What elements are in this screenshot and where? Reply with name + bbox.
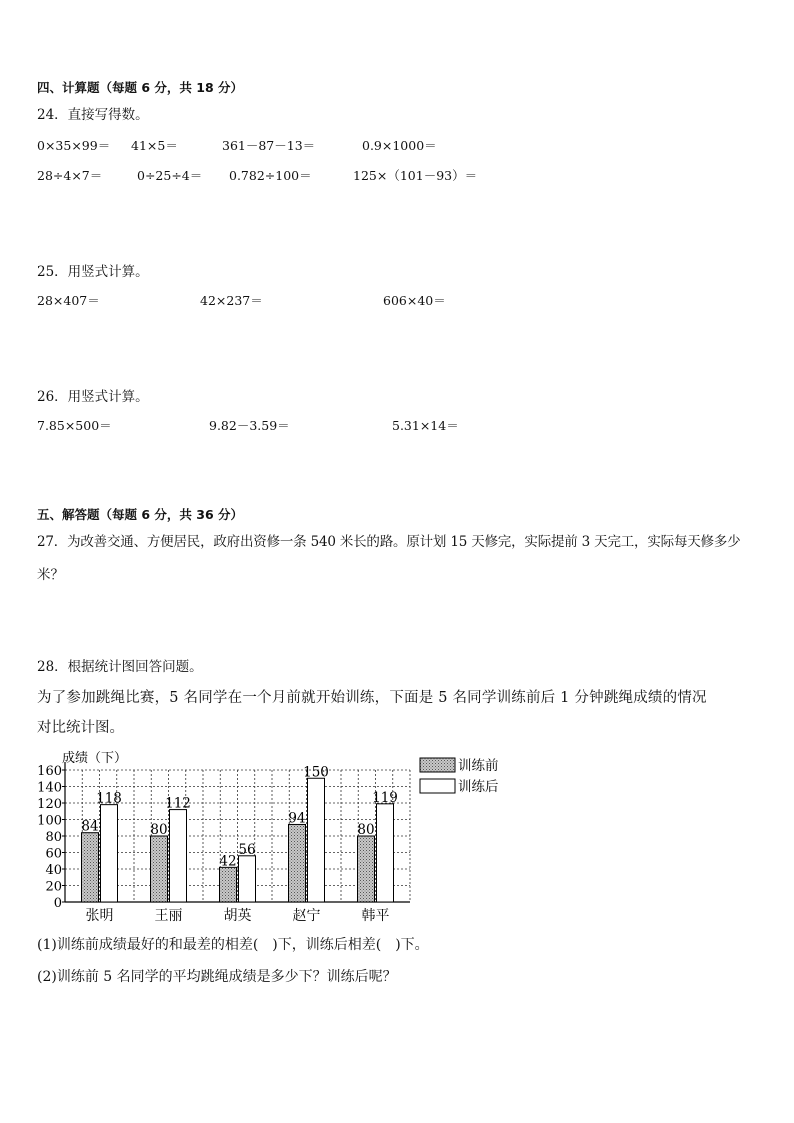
question-26-label: 26．用竖式计算。 bbox=[37, 389, 149, 405]
y-axis-label: 成绩（下） bbox=[62, 751, 128, 766]
y-tick-label: 0 bbox=[53, 896, 62, 911]
bar-before-2 bbox=[151, 836, 168, 902]
q26-expr-2: 9.82－3.59＝ bbox=[209, 418, 290, 433]
x-category-label-3: 胡英 bbox=[223, 908, 252, 924]
y-tick-label: 100 bbox=[37, 813, 62, 829]
y-tick-label: 40 bbox=[45, 863, 62, 878]
question-25-label: 25．用竖式计算。 bbox=[37, 264, 149, 280]
legend-swatch-before bbox=[420, 758, 455, 772]
data-label-after-2: 112 bbox=[165, 795, 191, 812]
bar-after-5 bbox=[377, 804, 394, 902]
question-27-line-1: 27．为改善交通、方便居民，政府出资修一条 540 米长的路。原计划 15 天修完，实际提前 3 天完工，实际每天修多少 bbox=[37, 534, 741, 550]
q25-expr-3: 606×40＝ bbox=[383, 293, 446, 308]
data-label-after-4: 150 bbox=[303, 764, 329, 781]
bar-after-2 bbox=[170, 810, 187, 902]
question-28-sub-1: (1)训练前成绩最好的和最差的相差( )下，训练后相差( )下。 bbox=[37, 937, 429, 953]
x-category-label-1: 张明 bbox=[85, 908, 114, 924]
y-tick-label: 20 bbox=[45, 879, 62, 895]
bar-after-3 bbox=[239, 856, 256, 902]
bar-after-4 bbox=[308, 778, 325, 902]
question-27-line-2: 米？ bbox=[37, 567, 64, 583]
q24-expr-8: 125×（101－93）＝ bbox=[353, 168, 478, 183]
q24-expr-7: 0.782÷100＝ bbox=[229, 168, 312, 183]
bar-chart bbox=[30, 745, 530, 930]
data-label-after-1: 118 bbox=[96, 790, 122, 807]
section-5-title: 五、解答题（每题 6 分，共 36 分） bbox=[37, 507, 244, 522]
question-28-sub-2: (2)训练前 5 名同学的平均跳绳成绩是多少下？训练后呢？ bbox=[37, 969, 397, 985]
x-category-label-4: 赵宁 bbox=[292, 908, 321, 924]
data-label-before-1: 84 bbox=[81, 818, 99, 835]
x-category-label-5: 韩平 bbox=[361, 908, 390, 924]
q24-expr-1: 0×35×99＝ bbox=[37, 138, 111, 153]
section-4-title: 四、计算题（每题 6 分，共 18 分） bbox=[37, 80, 244, 95]
question-28-label: 28．根据统计图回答问题。 bbox=[37, 659, 203, 675]
y-tick-label: 120 bbox=[37, 797, 62, 812]
x-category-label-2: 王丽 bbox=[154, 908, 183, 924]
question-28-desc-line-1: 为了参加跳绳比赛，5 名同学在一个月前就开始训练，下面是 5 名同学训练前后 1 分钟跳绳成绩的情况 bbox=[37, 690, 707, 706]
y-tick-label: 60 bbox=[45, 846, 62, 862]
q24-expr-4: 0.9×1000＝ bbox=[362, 138, 437, 153]
q25-expr-1: 28×407＝ bbox=[37, 293, 100, 308]
bar-after-1 bbox=[101, 805, 118, 902]
question-24-label: 24．直接写得数。 bbox=[37, 107, 149, 123]
bar-before-5 bbox=[358, 836, 375, 902]
q24-expr-6: 0÷25÷4＝ bbox=[137, 168, 203, 183]
q26-expr-3: 5.31×14＝ bbox=[392, 418, 459, 433]
legend-label-before: 训练前 bbox=[458, 758, 499, 774]
y-tick-label: 160 bbox=[37, 764, 62, 779]
bar-before-1 bbox=[82, 833, 99, 902]
q24-expr-2: 41×5＝ bbox=[131, 138, 178, 153]
data-label-before-5: 80 bbox=[357, 822, 375, 838]
question-28-desc-line-2: 对比统计图。 bbox=[37, 720, 124, 736]
q26-expr-1: 7.85×500＝ bbox=[37, 418, 112, 433]
data-label-before-4: 94 bbox=[288, 810, 306, 827]
q25-expr-2: 42×237＝ bbox=[200, 293, 263, 308]
bar-before-3 bbox=[220, 867, 237, 902]
q24-expr-5: 28÷4×7＝ bbox=[37, 168, 103, 183]
y-tick-label: 140 bbox=[37, 780, 62, 796]
data-label-after-3: 56 bbox=[238, 841, 256, 858]
legend-label-after: 训练后 bbox=[458, 779, 499, 795]
data-label-after-5: 119 bbox=[372, 789, 398, 806]
y-tick-label: 80 bbox=[45, 830, 62, 845]
legend-swatch-after bbox=[420, 779, 455, 793]
data-label-before-2: 80 bbox=[150, 822, 168, 838]
q24-expr-3: 361－87－13＝ bbox=[222, 138, 316, 153]
bar-before-4 bbox=[289, 824, 306, 902]
chart-legend bbox=[420, 758, 499, 795]
data-label-before-3: 42 bbox=[219, 853, 237, 870]
